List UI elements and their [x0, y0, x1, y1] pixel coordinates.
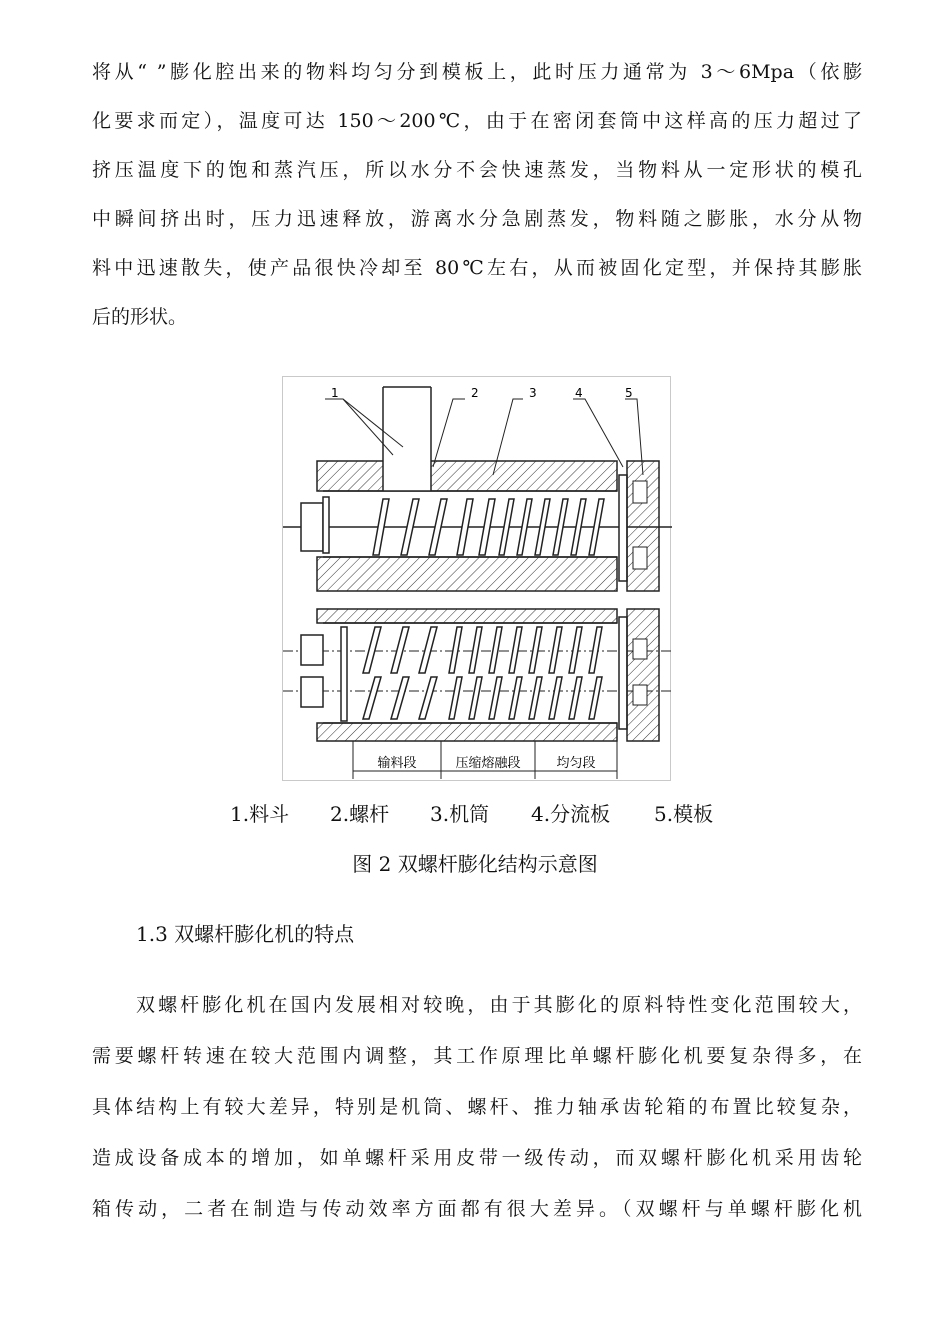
text-line: 将从“ ”膨化腔出来的物料均匀分到模板上，此时压力通常为 3～6Mpa（依膨 — [92, 61, 862, 83]
text-line: 箱传动，二者在制造与传动效率方面都有很大差异。（双螺杆与单螺杆膨化机 — [92, 1198, 862, 1220]
figure-caption: 图 2 双螺杆膨化结构示意图 — [352, 852, 598, 876]
twin-screw-flights — [363, 627, 602, 719]
part-number-4: 4 — [575, 386, 583, 400]
single-screw-assembly — [283, 387, 672, 591]
section-label-compression: 压缩熔融段 — [455, 756, 521, 771]
section-label-feed: 输料段 — [377, 756, 417, 771]
extruder-diagram — [282, 376, 671, 781]
text-line: 造成设备成本的增加，如单螺杆采用皮带一级传动，而双螺杆膨化机采用齿轮 — [92, 1147, 862, 1169]
text-line: 后的形状。 — [92, 306, 188, 328]
section-label-metering: 均匀段 — [556, 756, 596, 771]
hopper — [383, 387, 431, 491]
text-line: 具体结构上有较大差异，特别是机筒、螺杆、推力轴承齿轮箱的布置比较复杂， — [92, 1096, 862, 1118]
text-line: 化要求而定），温度可达 150～200℃，由于在密闭套筒中这样高的压力超过了 — [92, 110, 862, 132]
part-number-1: 1 — [331, 386, 339, 400]
text-line: 料中迅速散失，使产品很快冷却至 80℃左右，从而被固化定型，并保持其膨胀 — [92, 257, 862, 279]
text-line: 挤压温度下的饱和蒸汽压，所以水分不会快速蒸发，当物料从一定形状的模孔 — [92, 159, 862, 181]
part-number-5: 5 — [625, 386, 633, 400]
legend-item-distributor: 4.分流板 — [531, 802, 611, 826]
legend-item-barrel: 3.机筒 — [430, 802, 490, 826]
legend-item-die: 5.模板 — [654, 802, 714, 826]
section-heading: 1.3 双螺杆膨化机的特点 — [136, 922, 355, 946]
legend-item-screw: 2.螺杆 — [330, 802, 390, 826]
twin-screw-assembly — [283, 609, 672, 741]
text-line: 中瞬间挤出时，压力迅速释放，游离水分急剧蒸发，物料随之膨胀，水分从物 — [92, 208, 862, 230]
part-number-2: 2 — [471, 386, 479, 400]
text-line: 双螺杆膨化机在国内发展相对较晚，由于其膨化的原料特性变化范围较大， — [136, 994, 862, 1016]
legend-item-hopper: 1.料斗 — [230, 802, 290, 826]
part-number-3: 3 — [529, 386, 537, 400]
text-line: 需要螺杆转速在较大范围内调整，其工作原理比单螺杆膨化机要复杂得多，在 — [92, 1045, 862, 1067]
